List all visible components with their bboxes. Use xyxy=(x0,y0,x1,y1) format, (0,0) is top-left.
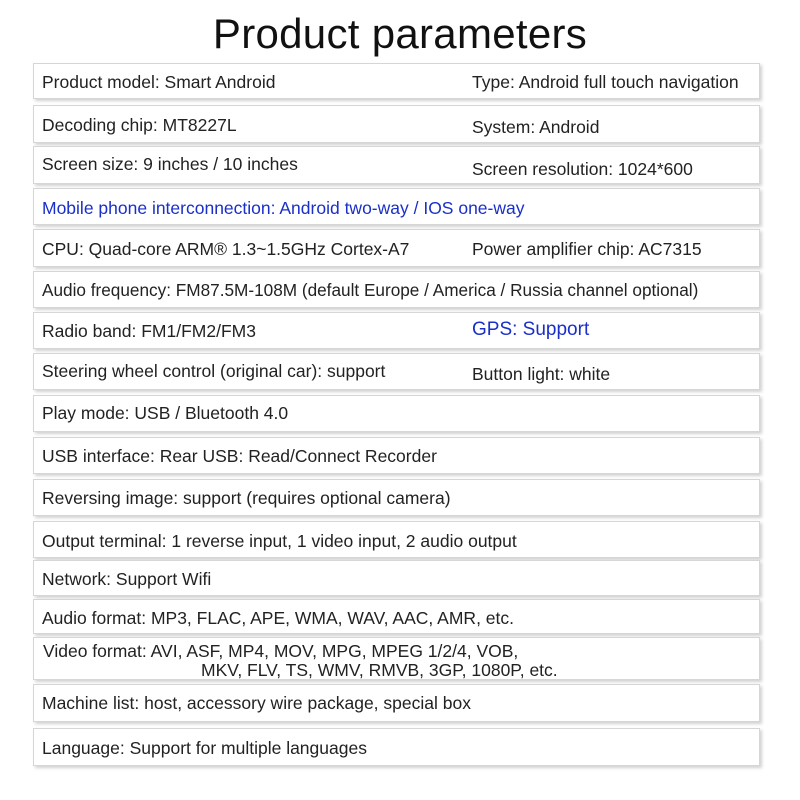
audio-format: Audio format: MP3, FLAC, APE, WMA, WAV, AAC, AMR, etc. xyxy=(42,608,514,628)
video-format-line-2: MKV, FLV, TS, WMV, RMVB, 3GP, 1080P, etc. xyxy=(201,660,558,680)
play-mode: Play mode: USB / Bluetooth 4.0 xyxy=(42,403,289,423)
param-row-audio-frequency xyxy=(33,271,760,308)
cpu: CPU: Quad-core ARM® 1.3~1.5GHz Cortex-A7 xyxy=(42,239,410,259)
param-row-chip-system xyxy=(33,105,760,143)
param-row-cpu-amp xyxy=(33,229,760,267)
decoding-chip: Decoding chip: MT8227L xyxy=(42,115,237,135)
video-format-line-1: Video format: AVI, ASF, MP4, MOV, MPG, MPEG 1/2/4, VOB, xyxy=(43,641,519,661)
usb-interface: USB interface: Rear USB: Read/Connect Recorder xyxy=(42,446,437,466)
param-row-language xyxy=(33,728,760,766)
gps: GPS: Support xyxy=(472,319,590,340)
screen-size: Screen size: 9 inches / 10 inches xyxy=(42,154,298,174)
language: Language: Support for multiple languages xyxy=(42,738,367,758)
reversing-image: Reversing image: support (requires optional camera) xyxy=(42,488,451,508)
page-title: Product parameters xyxy=(212,10,588,57)
audio-frequency: Audio frequency: FM87.5M-108M (default Europe / America / Russia channel optional) xyxy=(42,280,699,300)
phone-interconnection: Mobile phone interconnection: Android two-way / IOS one-way xyxy=(42,198,525,218)
radio-band: Radio band: FM1/FM2/FM3 xyxy=(42,321,256,341)
network: Network: Support Wifi xyxy=(42,569,212,589)
param-row-radio-gps xyxy=(33,312,760,349)
output-terminal: Output terminal: 1 reverse input, 1 video input, 2 audio output xyxy=(42,531,517,551)
param-row-steering-light xyxy=(33,353,760,390)
power-amplifier-chip: Power amplifier chip: AC7315 xyxy=(472,239,702,259)
screen-resolution: Screen resolution: 1024*600 xyxy=(472,159,693,179)
param-row-audio-format xyxy=(33,599,760,634)
button-light: Button light: white xyxy=(472,364,611,384)
param-row-network xyxy=(33,560,760,596)
param-row-phone xyxy=(33,188,760,225)
param-row-model-type xyxy=(33,63,760,99)
param-row-usb xyxy=(33,437,760,474)
param-row-video-format xyxy=(33,637,760,680)
param-row-play-mode xyxy=(33,395,760,432)
system: System: Android xyxy=(472,117,600,137)
machine-list: Machine list: host, accessory wire package, special box xyxy=(42,693,471,713)
param-row-machine-list xyxy=(33,684,760,722)
param-row-output xyxy=(33,521,760,558)
product-type: Type: Android full touch navigation xyxy=(472,72,739,92)
param-row-screen xyxy=(33,146,760,184)
steering-wheel-control: Steering wheel control (original car): support xyxy=(42,361,386,381)
product-model: Product model: Smart Android xyxy=(42,72,276,92)
param-row-reversing xyxy=(33,479,760,516)
